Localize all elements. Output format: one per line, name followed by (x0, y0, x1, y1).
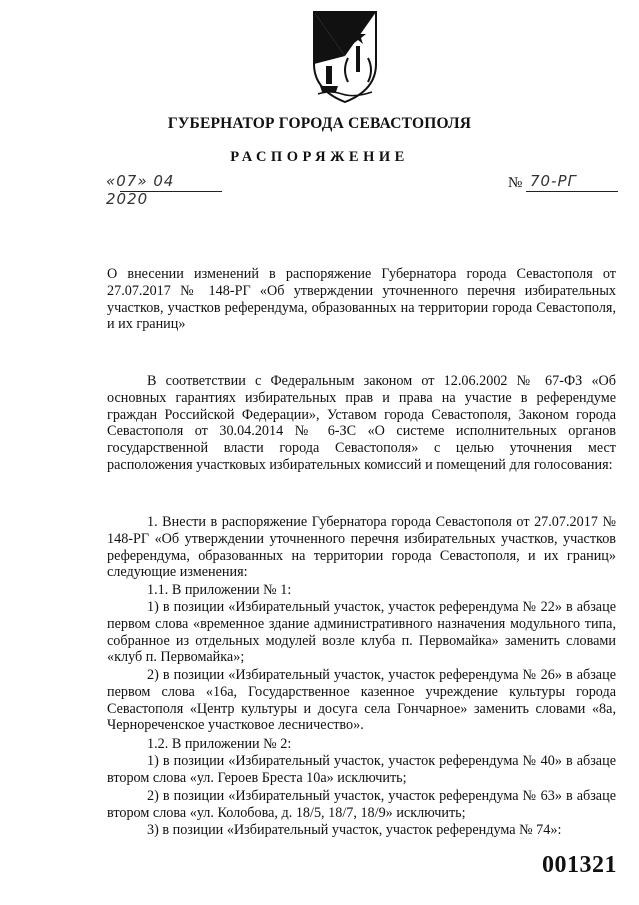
number-field (508, 170, 618, 196)
item-1-paragraph: 1. Внести в распоряжение Губернатора города Севастополя от 27.07.2017 № 148-РГ «Об утверждении уточненного перечня избирательных участков, участков референдума, образованных на территории города Севастополя, и их границ» следующие изменения: (107, 514, 616, 581)
item-1-1-heading: 1.1. В приложении № 1: (147, 582, 292, 598)
date-field (102, 170, 222, 208)
item-1-2-3-paragraph: 3) в позиции «Избирательный участок, участок референдума № 74»: (147, 822, 562, 838)
item-1-1-1-paragraph: 1) в позиции «Избирательный участок, участок референдума № 22» в абзаце первом слова «временное здание административного назначения модульного типа, собранное из отдельных модулей возле клуба п. Первомайка» заменить словами «клуб п. Первомайка»; (107, 599, 616, 666)
item-1-2-heading: 1.2. В приложении № 2: (147, 736, 292, 752)
coat-of-arms-icon (296, 8, 394, 104)
date-handwritten: «07» 04 2020 (106, 172, 175, 208)
item-1-2-2-paragraph: 2) в позиции «Избирательный участок, участок референдума № 63» в абзаце втором слова «ул. Колобова, д. 18/5, 18/7, 18/9» исключить; (107, 788, 616, 821)
item-1-1-2-paragraph: 2) в позиции «Избирательный участок, участок референдума № 26» в абзаце первом слова «16а, Государственное казенное учреждение культуры города Севастополя «Центр культуры и досуга села Гончарное» заменить словами «8а, Чернореченское участковое лесничество». (107, 667, 616, 734)
authority-title: ГУБЕРНАТОР ГОРОДА СЕВАСТОПОЛЯ (167, 115, 472, 132)
subject-paragraph: О внесении изменений в распоряжение Губернатора города Севастополя от 27.07.2017 № 148-РГ «Об утверждении уточненного перечня избирательных участков, участков референдума, образованных на территории города Севастополя, и их границ» (107, 266, 616, 333)
date-underline (120, 191, 222, 192)
item-1-2-1-paragraph: 1) в позиции «Избирательный участок, участок референдума № 40» в абзаце втором слова «ул. Героев Бреста 10а» исключить; (107, 753, 616, 786)
serial-number: 001321 (542, 852, 617, 878)
number-handwritten: 70-РГ (530, 172, 577, 190)
preamble-paragraph: В соответствии с Федеральным законом от 12.06.2002 № 67-ФЗ «Об основных гарантиях избирательных прав и права на участие в референдуме граждан Российской Федерации», Уставом города Севастополя, Законом города Севастополя от 30.04.2014 № 6-ЗС «О системе исполнительных органов государственной власти города Севастополя» с целью уточнения мест расположения участковых избирательных комиссий и помещений для голосования: (107, 373, 616, 473)
number-underline (526, 191, 618, 192)
number-sign: № (508, 175, 523, 191)
document-type: РАСПОРЯЖЕНИЕ (230, 149, 409, 165)
